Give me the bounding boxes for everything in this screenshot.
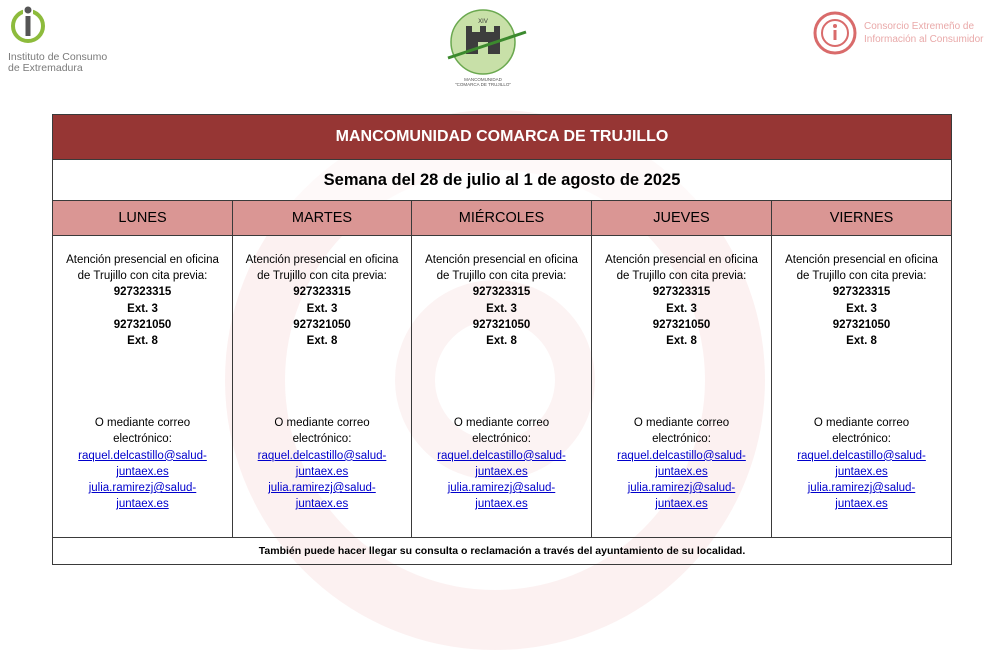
email-link-julia[interactable]: julia.ramirezj@salud- (807, 482, 916, 495)
day-header: LUNES (53, 201, 233, 236)
email-link-raquel[interactable]: raquel.delcastillo@salud- (78, 449, 207, 462)
logo-consorcio (812, 10, 1000, 60)
in-person-line1: Atención presencial en oficina (605, 254, 758, 266)
consorcio-line1: Consorcio Extremeño de (864, 21, 975, 32)
extension-2: Ext. 8 (127, 335, 158, 348)
email-link-julia-domain[interactable]: juntaex.es (295, 498, 349, 511)
day-cell (233, 236, 412, 538)
logo-mancomunidad (438, 6, 528, 96)
extension-2: Ext. 8 (486, 335, 517, 348)
phone-number-2: 927321050 (113, 318, 172, 331)
email-link-julia-domain[interactable]: juntaex.es (835, 498, 888, 511)
phone-number-1: 927323315 (652, 286, 711, 299)
day-header: JUEVES (592, 201, 772, 236)
schedule-table (52, 114, 952, 565)
content-row (53, 236, 952, 538)
email-line1: O mediante correo (274, 417, 370, 430)
email-link-raquel-domain[interactable]: juntaex.es (655, 465, 708, 478)
phone-number-2: 927321050 (832, 318, 891, 331)
email-link-julia[interactable]: julia.ramirezj@salud- (447, 482, 556, 495)
in-person-line2: de Trujillo con cita previa: (616, 270, 747, 283)
email-info (233, 415, 411, 512)
in-person-info (592, 236, 771, 349)
in-person-info (233, 236, 411, 349)
extension-2: Ext. 8 (666, 335, 697, 348)
email-line1: O mediante correo (453, 417, 550, 430)
extension-2: Ext. 8 (846, 335, 877, 348)
emblem-numeral: XIV (478, 19, 488, 25)
email-line2: electrónico: (472, 433, 531, 446)
in-person-line2: de Trujillo con cita previa: (436, 270, 567, 283)
email-line2: electrónico: (292, 433, 352, 446)
consorcio-logo-text (864, 20, 984, 46)
email-info (592, 415, 771, 512)
table-title: MANCOMUNIDAD COMARCA DE TRUJILLO (53, 115, 952, 160)
in-person-line1: Atención presencial en oficina (66, 254, 219, 266)
extension-1: Ext. 3 (846, 302, 877, 315)
mancomunidad-logo-text (438, 77, 528, 87)
email-link-raquel-domain[interactable]: juntaex.es (835, 465, 888, 478)
email-line2: electrónico: (652, 433, 711, 446)
in-person-info (772, 236, 951, 349)
in-person-line1: Atención presencial en oficina (245, 254, 399, 266)
phone-number-1: 927323315 (113, 286, 172, 299)
extension-1: Ext. 3 (306, 302, 338, 315)
day-cell (772, 236, 952, 538)
email-line1: O mediante correo (813, 417, 910, 430)
instituto-logo-icon (8, 4, 48, 50)
in-person-info (412, 236, 591, 349)
day-cell (53, 236, 233, 538)
email-link-raquel[interactable]: raquel.delcastillo@salud- (437, 449, 566, 462)
email-info (412, 415, 591, 512)
phone-number-1: 927323315 (293, 286, 351, 299)
day-header: MIÉRCOLES (412, 201, 592, 236)
extension-1: Ext. 3 (666, 302, 697, 315)
email-link-julia[interactable]: julia.ramirezj@salud- (268, 482, 376, 495)
email-line1: O mediante correo (633, 417, 730, 430)
in-person-line1: Atención presencial en oficina (785, 254, 938, 266)
in-person-line1: Atención presencial en oficina (425, 254, 578, 266)
email-line2: electrónico: (113, 433, 172, 446)
extension-1: Ext. 3 (486, 302, 517, 315)
extension-2: Ext. 8 (306, 335, 338, 348)
email-link-julia-domain[interactable]: juntaex.es (655, 498, 708, 511)
email-info (772, 415, 951, 512)
phone-number-1: 927323315 (832, 286, 891, 299)
day-header: VIERNES (772, 201, 952, 236)
title-row (53, 115, 952, 160)
email-link-raquel[interactable]: raquel.delcastillo@salud- (797, 449, 926, 462)
day-header-row (53, 201, 952, 236)
email-link-raquel[interactable]: raquel.delcastillo@salud- (257, 449, 387, 462)
logo-instituto-consumo (8, 4, 128, 84)
phone-number-2: 927321050 (472, 318, 531, 331)
in-person-line2: de Trujillo con cita previa: (796, 270, 927, 283)
email-link-julia[interactable]: julia.ramirezj@salud- (88, 482, 197, 495)
consorcio-logo-icon (812, 10, 858, 56)
instituto-line1: Instituto de Consumo (8, 51, 108, 63)
email-link-julia-domain[interactable]: juntaex.es (475, 498, 528, 511)
in-person-line2: de Trujillo con cita previa: (257, 270, 387, 283)
footer-note: También puede hacer llegar su consulta o reclamación a través del ayuntamiento de su localidad. (53, 538, 952, 565)
email-link-raquel-domain[interactable]: juntaex.es (295, 465, 349, 478)
in-person-line2: de Trujillo con cita previa: (77, 270, 208, 283)
day-cell (412, 236, 592, 538)
extension-1: Ext. 3 (127, 302, 158, 315)
instituto-line2: de Extremadura (8, 62, 83, 74)
consorcio-line2: Información al Consumidor (864, 34, 984, 45)
email-link-raquel-domain[interactable]: juntaex.es (475, 465, 528, 478)
in-person-info (53, 236, 232, 349)
email-link-raquel[interactable]: raquel.delcastillo@salud- (617, 449, 746, 462)
phone-number-2: 927321050 (293, 318, 351, 331)
email-line1: O mediante correo (94, 417, 191, 430)
email-link-raquel-domain[interactable]: juntaex.es (116, 465, 169, 478)
phone-number-1: 927323315 (472, 286, 531, 299)
week-label: Semana del 28 de julio al 1 de agosto de 2025 (53, 160, 952, 201)
phone-number-2: 927321050 (652, 318, 711, 331)
day-cell (592, 236, 772, 538)
mancomunidad-emblem-icon (438, 6, 528, 78)
email-link-julia[interactable]: julia.ramirezj@salud- (627, 482, 736, 495)
email-info (53, 415, 232, 512)
footer-row (53, 538, 952, 565)
mancomunidad-line2: "COMARCA DE TRUJILLO" (455, 82, 511, 87)
email-line2: electrónico: (832, 433, 891, 446)
email-link-julia-domain[interactable]: juntaex.es (116, 498, 169, 511)
instituto-logo-text (8, 52, 107, 74)
week-row (53, 160, 952, 201)
mancomunidad-line1: MANCOMUNIDAD (464, 77, 502, 82)
day-header: MARTES (233, 201, 412, 236)
